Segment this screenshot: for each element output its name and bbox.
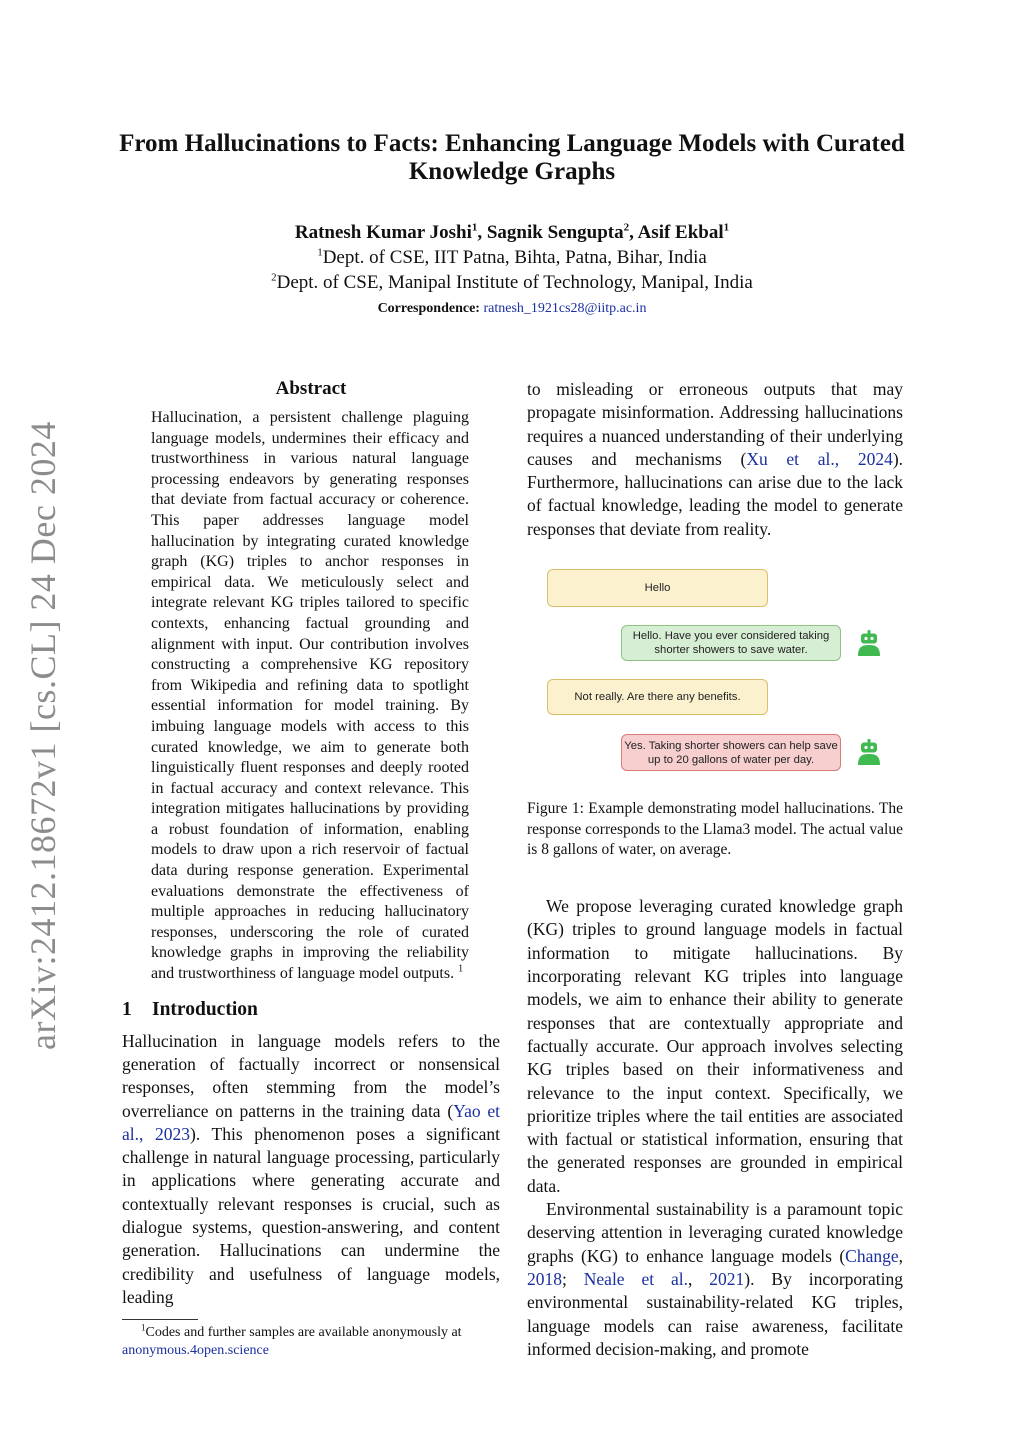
- intro-paragraph: Hallucination in language models refers to the generation of factually incorrect or nonsensical responses, often stemming from the model’s overreliance on patterns in the training data (Yao et al., 2023). This phenomenon poses a significant challenge in natural language processing, particularly in applications where generating accurate and contextually relevant responses is crucial, such as dialogue systems, question-answering, and content generation. Hallucinations can undermine the credibility and usefulness of language models, leading: [122, 1030, 501, 1307]
- chat-bubble-bot-1: Hello. Have you ever considered taking shorter showers to save water.: [621, 625, 841, 661]
- citation-year-link[interactable]: 2018: [527, 1268, 562, 1289]
- citation-link[interactable]: Yao et al.,: [122, 1100, 500, 1144]
- footnote-rule: [122, 1319, 198, 1320]
- author-names: Ratnesh Kumar Joshi$^1$, Sagnik Sengupta$^2$, Asif Ekbal$^1$: [294, 221, 730, 243]
- affiliation-2: $^2$Dept. of CSE, Manipal Institute of Technology, Manipal, India: [271, 271, 753, 293]
- section-heading-introduction: 1 Introduction: [122, 998, 258, 1020]
- paragraph-continued: to misleading or erroneous outputs that may propagate misinformation. Addressing hallucinations requires a nuanced understanding of their underlying causes and mechanisms (Xu et al., 2024). Furthermore, hallucinations can arise due to the lack of factual knowledge, leading the model to generate responses that deviate from reality.: [527, 379, 904, 539]
- left-column: [122, 378, 500, 1360]
- chat-bubble-user-1: Hello: [547, 569, 768, 607]
- paragraph-proposal: We propose leveraging curated knowledge graph (KG) triples to ground language models in factual information to mitigate hallucinations. By incorporating relevant KG triples into language models, we aim to enhance their ability to generate responses that are contextually appropriate and factually accurate. Our approach involves selecting KG triples based on their informativeness and relevance to the input context. Specifically, we prioritize triples where the tail entities are associated with factual or statistical information, ensuring that the generated responses are grounded in empirical data.: [527, 896, 903, 1196]
- footnote-marker[interactable]: 1: [458, 963, 464, 975]
- correspondence-email-link[interactable]: ratnesh_1921cs28@iitp.ac.in: [483, 301, 647, 316]
- footnote: $^1$Codes and further samples are available anonymously at anonymous.4open.science: [122, 1322, 462, 1359]
- footnote-link[interactable]: anonymous.4open.science: [122, 1343, 269, 1359]
- citation-year-link[interactable]: 2024: [857, 448, 893, 469]
- citation-year-link[interactable]: 2023: [155, 1123, 191, 1144]
- abstract-heading: Abstract: [275, 378, 347, 399]
- figure-1-caption: Figure 1: Example demonstrating model hallucinations. The response corresponds to the Llama3 model. The actual value is 8 gallons of water, on average.: [527, 800, 903, 859]
- citation-link[interactable]: Neale et al.: [583, 1268, 689, 1289]
- arxiv-identifier: arXiv:2412.18672v1 [cs.CL] 24 Dec 2024: [23, 421, 63, 1050]
- correspondence: Correspondence: ratnesh_1921cs28@iitp.ac.in: [377, 301, 647, 316]
- right-column: [527, 378, 903, 1361]
- affiliation-1: $^1$Dept. of CSE, IIT Patna, Bihta, Patna, Bihar, India: [317, 246, 707, 268]
- abstract-text: Hallucination, a persistent challenge plaguing language models, undermines their efficacy and trustworthiness in various natural language processing endeavors by generating responses that deviate from factual accuracy or coherence. This paper addresses language model hallucination by integrating curated knowledge graph (KG) triples to anchor responses in empirical data. We meticulously select and integrate relevant KG triples tailored to specific contexts, enhancing factual grounding and alignment with input. Our contribution involves constructing a comprehensive KG repository from Wikipedia and refining data to spotlight essential information for model training. By imbuing language models with access to this curated knowledge, we aim to generate both linguistically fluent responses and deeply rooted in factual accuracy and context relevance. This integration mitigates hallucinations by providing a robust foundation of information, enabling models to draw upon a rich reservoir of factual data during response generation. Experimental evaluations demonstrate the effectiveness of multiple approaches in reducing hallucinatory responses, underscoring the role of curated knowledge graphs in improving the reliability and trustworthiness of language model outputs. $^1$: [151, 409, 469, 983]
- robot-icon: [857, 630, 881, 656]
- robot-icon: [857, 739, 881, 765]
- citation-link[interactable]: Change: [845, 1245, 899, 1266]
- chat-bubble-user-2: Not really. Are there any benefits.: [547, 679, 768, 715]
- paragraph-sustainability: Environmental sustainability is a paramount topic deserving attention in leveraging curated knowledge graphs (KG) to enhance language models (Change, 2018; Neale et al., 2021). By incorporating environmental sustainability-related KG triples, language models can raise awareness, facilitate informed decision-making, and promote: [527, 1199, 904, 1359]
- author-block: [0, 220, 1024, 319]
- paper-title: From Hallucinations to Facts: Enhancing Language Models with Curated Knowledge Graphs: [119, 130, 905, 185]
- citation-link[interactable]: Xu et al.,: [746, 448, 840, 469]
- chat-bubble-bot-2: Yes. Taking shorter showers can help save up to 20 gallons of water per day.: [621, 734, 841, 771]
- citation-year-link[interactable]: 2021: [709, 1268, 745, 1289]
- figure-1-chat: [527, 569, 903, 789]
